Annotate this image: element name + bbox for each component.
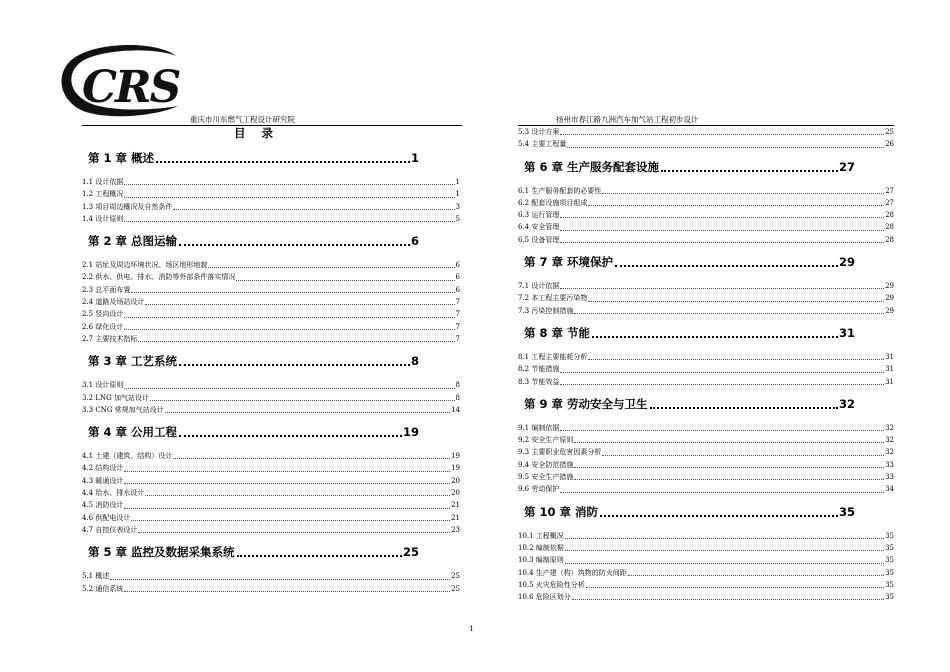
toc-item-page: 29 [885, 294, 894, 303]
toc-item-page: 21 [451, 501, 460, 510]
toc-leader-dots [150, 400, 455, 401]
toc-leader-dots [661, 170, 838, 172]
toc-item-title: 1.1 设计依据 [82, 178, 124, 186]
toc-leader-dots [560, 430, 884, 431]
toc-item-page: 27 [885, 198, 894, 207]
toc-leader-dots [574, 467, 884, 468]
toc-item-title: 2.3 总平面布置 [82, 285, 131, 294]
toc-item[interactable] [82, 271, 460, 283]
toc-item-page: 3 [455, 202, 460, 211]
toc-leader-dots [124, 197, 454, 198]
toc-item[interactable] [518, 422, 894, 434]
toc-item-title: 2.2 供水、供电、排水、消防等外部条件落实情况 [82, 273, 236, 282]
toc-leader-dots [173, 209, 454, 210]
toc-chapter-title: 第 3 章 工艺系统 [88, 354, 178, 369]
toc-item-title: 9.3 主要职业危害因素分析 [518, 448, 602, 457]
toc-chapter[interactable] [88, 422, 419, 442]
toc-chapter[interactable] [524, 252, 855, 272]
toc-chapter[interactable] [524, 157, 855, 177]
toc-item-title: 5.4 主要工程量 [518, 140, 567, 149]
toc-chapter-page: 8 [410, 354, 419, 369]
toc-item-title: 3.2 LNG 加气站设计 [82, 393, 149, 402]
toc-item[interactable] [518, 126, 894, 138]
toc-item-page: 31 [885, 365, 894, 374]
toc-item-title: 10.3 编制原则 [518, 556, 564, 565]
toc-item-title: 2.6 绿化设计 [82, 322, 124, 331]
toc-chapter-page: 27 [838, 159, 855, 174]
toc-chapter-title: 第 7 章 环境保护 [524, 255, 614, 270]
toc-item-title: 2.5 竖向设计 [82, 310, 124, 319]
toc-item-page: 1 [455, 178, 460, 186]
toc-leader-dots [165, 412, 450, 413]
toc-item-page: 29 [885, 282, 894, 291]
toc-item-page: 6 [455, 285, 460, 294]
toc-item-page: 35 [885, 568, 894, 577]
toc-item[interactable] [518, 567, 894, 579]
toc-leader-dots [124, 508, 450, 509]
toc-leader-dots [131, 292, 454, 293]
toc-item[interactable] [82, 487, 460, 499]
toc-chapter[interactable] [88, 148, 419, 168]
toc-chapter-title: 第 8 章 节能 [524, 325, 591, 340]
toc-item[interactable] [518, 138, 894, 150]
toc-item-page: 35 [885, 593, 894, 602]
toc-leader-dots [574, 313, 884, 314]
toc-item[interactable] [82, 379, 460, 391]
toc-item[interactable] [518, 376, 894, 388]
toc-leader-dots [572, 599, 884, 600]
toc-chapter-title: 第 10 章 消防 [524, 504, 599, 519]
toc-item-page: 29 [885, 306, 894, 315]
header-right: 扬州市春江路九洲汽车加气站工程初步设计 [556, 115, 699, 124]
toc-item-title: 4.6 供配电设计 [82, 513, 131, 522]
toc-item[interactable] [82, 450, 460, 462]
toc-chapter[interactable] [88, 351, 419, 371]
toc-item[interactable] [82, 296, 460, 308]
toc-item[interactable] [82, 201, 460, 213]
toc-leader-dots [124, 184, 454, 185]
toc-item[interactable] [82, 333, 460, 345]
toc-leader-dots [574, 442, 884, 443]
toc-item-title: 1.2 工程概况 [82, 190, 124, 199]
toc-leader-dots [208, 267, 454, 268]
toc-leader-dots [565, 550, 884, 551]
toc-item-page: 35 [885, 556, 894, 565]
toc-item-page: 25 [885, 128, 894, 136]
toc-item-page: 32 [885, 436, 894, 445]
toc-item-page: 33 [885, 460, 894, 469]
toc-item-page: 7 [455, 310, 460, 319]
toc-item-title: 4.7 自控仪表设计 [82, 525, 138, 534]
header-left: 重庆市川东燃气工程设计研究院 [190, 115, 295, 124]
toc-item-page: 8 [455, 393, 460, 402]
toc-leader-dots [588, 301, 884, 302]
toc-chapter-page: 1 [410, 151, 419, 165]
toc-item-title: 6.5 设备管理 [518, 235, 560, 244]
toc-leader-dots [602, 193, 884, 194]
toc-item-page: 35 [885, 543, 894, 552]
toc-item[interactable] [82, 475, 460, 487]
toc-leader-dots [560, 372, 884, 373]
toc-item-page: 7 [455, 334, 460, 343]
toc-leader-dots [124, 329, 454, 330]
toc-chapter-page: 6 [410, 234, 419, 249]
toc-item[interactable] [518, 234, 894, 246]
toc-item-page: 19 [451, 452, 460, 461]
toc-chapter-title: 第 9 章 劳动安全与卫生 [524, 396, 648, 411]
toc-chapter-page: 29 [838, 255, 855, 270]
toc-chapter-title: 第 1 章 概述 [88, 151, 155, 165]
toc-item-title: 1.4 设计原则 [82, 214, 124, 223]
toc-item[interactable] [518, 363, 894, 375]
toc-item-page: 14 [451, 405, 460, 414]
toc-item-page: 33 [885, 473, 894, 482]
toc-item-page: 35 [885, 580, 894, 589]
toc-item-page: 35 [885, 531, 894, 540]
toc-leader-dots [173, 458, 450, 459]
toc-leader-dots [179, 435, 402, 437]
toc-left-column [82, 148, 460, 595]
toc-item-title: 6.3 运行管理 [518, 211, 560, 220]
toc-item-title: 10.5 火灾危险性分析 [518, 580, 585, 589]
toc-leader-dots [560, 230, 884, 231]
toc-item-title: 8.2 节能措施 [518, 365, 560, 374]
toc-item[interactable] [518, 292, 894, 304]
toc-item[interactable] [518, 459, 894, 471]
toc-leader-dots [600, 515, 838, 517]
toc-item[interactable] [518, 351, 894, 363]
toc-leader-dots [236, 280, 454, 281]
toc-leader-dots [110, 579, 450, 580]
toc-item-page: 8 [455, 381, 460, 390]
toc-leader-dots [124, 483, 450, 484]
toc-chapter[interactable] [524, 323, 855, 343]
toc-item-page: 6 [455, 261, 460, 270]
toc-item[interactable] [82, 321, 460, 333]
toc-leader-dots [650, 407, 838, 409]
toc-item[interactable] [82, 512, 460, 524]
toc-item[interactable] [518, 305, 894, 317]
toc-item[interactable] [518, 197, 894, 209]
toc-item-title: 6.1 生产服务配套的必要性 [518, 186, 602, 195]
toc-chapter-page: 31 [838, 325, 855, 340]
toc-item-page: 7 [455, 298, 460, 307]
toc-item-page: 7 [455, 322, 460, 331]
toc-item[interactable] [518, 579, 894, 591]
toc-leader-dots [124, 388, 454, 389]
toc-chapter-page: 32 [838, 396, 855, 411]
toc-item-page: 6 [455, 273, 460, 282]
toc-chapter[interactable] [524, 502, 855, 522]
toc-item[interactable] [518, 591, 894, 603]
toc-item-page: 25 [451, 572, 460, 581]
toc-leader-dots [560, 288, 884, 289]
toc-item-title: 10.4 生产建（构）筑物的防火间距 [518, 568, 627, 577]
toc-item-page: 32 [885, 423, 894, 432]
toc-leader-dots [145, 495, 450, 496]
logo-text: CRS [82, 62, 180, 113]
toc-leader-dots [628, 575, 884, 576]
toc-item-page: 19 [451, 464, 460, 473]
toc-item-title: 5.3 设计方案 [518, 128, 560, 136]
toc-leader-dots [560, 242, 884, 243]
toc-leader-dots [565, 538, 884, 539]
toc-item-title: 9.6 劳动保护 [518, 485, 560, 494]
toc-leader-dots [179, 244, 410, 246]
toc-item[interactable] [82, 284, 460, 296]
toc-item-title: 4.3 暖通设计 [82, 476, 124, 485]
toc-leader-dots [124, 221, 454, 222]
toc-item-title: 10.2 编制依据 [518, 543, 564, 552]
toc-chapter[interactable] [524, 394, 855, 414]
toc-item[interactable] [518, 530, 894, 542]
toc-leader-dots [138, 341, 454, 342]
toc-chapter-title: 第 2 章 总图运输 [88, 234, 178, 249]
toc-item[interactable] [518, 554, 894, 566]
toc-leader-dots [592, 336, 838, 338]
toc-leader-dots [124, 471, 450, 472]
toc-item[interactable] [518, 542, 894, 554]
toc-item-title: 8.3 节能效益 [518, 377, 560, 386]
toc-item-title: 3.1 设计原则 [82, 381, 124, 390]
toc-chapter[interactable] [88, 542, 419, 562]
toc-item-title: 5.1 概述 [82, 572, 110, 581]
toc-item[interactable] [82, 570, 460, 582]
toc-item[interactable] [518, 446, 894, 458]
toc-item-page: 20 [451, 489, 460, 498]
toc-item-title: 1.3 项目周边概况及自然条件 [82, 202, 173, 211]
toc-item-title: 9.5 安全生产措施 [518, 473, 574, 482]
toc-leader-dots [560, 217, 884, 218]
toc-leader-dots [567, 147, 884, 148]
toc-item-page: 32 [885, 448, 894, 457]
toc-item[interactable] [82, 188, 460, 200]
toc-item[interactable] [518, 185, 894, 197]
toc-leader-dots [586, 587, 884, 588]
toc-item-title: 9.2 安全生产原则 [518, 436, 574, 445]
toc-item[interactable] [82, 213, 460, 225]
toc-leader-dots [588, 205, 884, 206]
toc-item[interactable] [518, 209, 894, 221]
toc-item-page: 1 [455, 190, 460, 199]
toc-item-title: 7.1 设计依据 [518, 282, 560, 291]
toc-leader-dots [124, 317, 454, 318]
toc-item-title: 10.1 工程概况 [518, 531, 564, 540]
toc-item-title: 4.5 消防设计 [82, 501, 124, 510]
toc-item[interactable] [518, 471, 894, 483]
toc-item[interactable] [518, 280, 894, 292]
toc-leader-dots [138, 532, 450, 533]
toc-item[interactable] [518, 221, 894, 233]
toc-right-column [518, 126, 894, 603]
toc-item-title: 8.1 工程主要能耗分析 [518, 352, 588, 361]
toc-leader-dots [156, 161, 410, 163]
toc-item-title: 7.3 污染控制措施 [518, 306, 574, 315]
toc-item[interactable] [82, 524, 460, 536]
toc-leader-dots [179, 364, 410, 366]
toc-chapter-page: 35 [838, 504, 855, 519]
toc-item-page: 27 [885, 186, 894, 195]
toc-item-page: 31 [885, 377, 894, 386]
toc-item-title: 2.1 站址及周边环境状况、场区地形地貌 [82, 261, 208, 270]
toc-leader-dots [560, 492, 884, 493]
toc-item-page: 28 [885, 223, 894, 232]
toc-item-title: 2.7 主要技术指标 [82, 334, 138, 343]
toc-chapter[interactable] [88, 231, 419, 251]
toc-leader-dots [237, 555, 402, 557]
toc-item-page: 5 [455, 214, 460, 223]
toc-item[interactable] [518, 434, 894, 446]
toc-chapter-title: 第 4 章 公用工程 [88, 425, 178, 440]
toc-item-title: 4.4 给水、排水设计 [82, 489, 145, 498]
toc-item-page: 20 [451, 476, 460, 485]
toc-item-title: 6.4 安全管理 [518, 223, 560, 232]
page-number: 1 [469, 624, 474, 633]
toc-leader-dots [574, 479, 884, 480]
toc-item[interactable] [82, 259, 460, 271]
toc-item-title: 4.1 土建（建筑、结构）设计 [82, 452, 173, 461]
toc-leader-dots [560, 134, 884, 135]
toc-item-page: 34 [885, 485, 894, 494]
toc-leader-dots [145, 304, 454, 305]
toc-leader-dots [565, 563, 884, 564]
toc-leader-dots [560, 384, 884, 385]
toc-item-title: 7.2 本工程主要污染物 [518, 294, 588, 303]
toc-leader-dots [131, 520, 450, 521]
toc-leader-dots [124, 591, 450, 592]
toc-item-title: 6.2 配套设施项目组成 [518, 198, 588, 207]
toc-chapter-title: 第 5 章 监控及数据采集系统 [88, 545, 235, 560]
toc-item-page: 23 [451, 525, 460, 534]
toc-item[interactable] [82, 583, 460, 595]
toc-chapter-page: 19 [402, 425, 419, 440]
toc-item-page: 31 [885, 352, 894, 361]
toc-item-page: 28 [885, 235, 894, 244]
company-logo [60, 44, 182, 118]
toc-leader-dots [615, 265, 838, 267]
toc-item-page: 21 [451, 513, 460, 522]
toc-chapter-page: 25 [402, 545, 419, 560]
toc-leader-dots [602, 455, 884, 456]
toc-item[interactable] [82, 462, 460, 474]
toc-chapter-title: 第 6 章 生产服务配套设施 [524, 159, 660, 174]
toc-item-page: 25 [451, 584, 460, 593]
toc-item[interactable] [82, 308, 460, 320]
toc-item[interactable] [518, 483, 894, 495]
toc-item[interactable] [82, 392, 460, 404]
toc-leader-dots [588, 359, 884, 360]
toc-item-title: 2.4 道路及场站设计 [82, 298, 145, 307]
toc-item[interactable] [82, 404, 460, 416]
toc-item-title: 3.3 CNG 常规加气站设计 [82, 405, 164, 414]
toc-item-title: 9.4 安全防范措施 [518, 460, 574, 469]
toc-item-title: 5.2 通信系统 [82, 584, 124, 593]
toc-title: 目 录 [234, 126, 280, 140]
toc-item-page: 26 [885, 140, 894, 149]
toc-item-title: 4.2 结构设计 [82, 464, 124, 473]
toc-item[interactable] [82, 499, 460, 511]
toc-item-title: 9.1 编制依据 [518, 423, 560, 432]
toc-item[interactable] [82, 176, 460, 188]
toc-item-page: 28 [885, 211, 894, 220]
toc-item-title: 10.6 危险区划分 [518, 593, 571, 602]
